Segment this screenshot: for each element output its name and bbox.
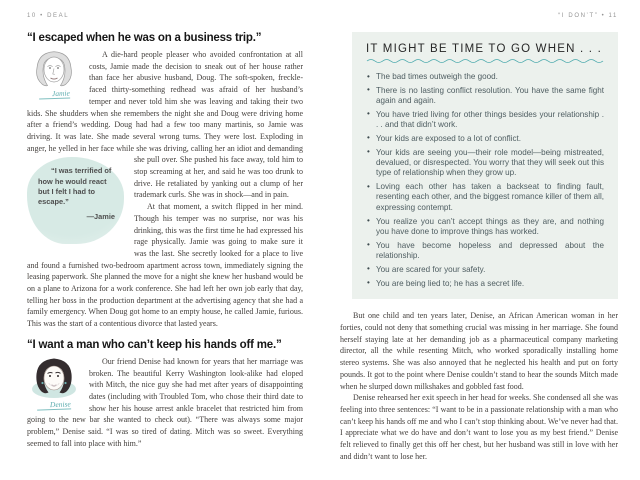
running-head-left: 10 • DEAL — [27, 13, 70, 19]
section-heading-escaped: “I escaped when he was on a business trip.” — [27, 32, 262, 44]
callout-item: • You have become hopeless and depressed about the relationship. — [366, 241, 604, 262]
paragraph-text: pushed his face away, told him to stop screaming at her, and said he was too drunk to drive. He retaliated by yanking out a clump of her trademark curls. She was in shock—and in pain. — [134, 155, 304, 200]
callout-item: • You are being lied to; he has a secret life. — [366, 279, 604, 289]
paragraph-text: A die-hard people pleaser who avoided confrontation at all costs, Jamie made the decision to sneak out of her house rather than face her abusive husband, Doug. The soft-spoken, freckle-faced thirty-something redhead was afraid of her husband’s temper and never told him she was leaving and taking their two kids. She shudders when she remembers the night she and Doug were driving home after a friend’s wedding. Doug had had a few too many martinis, so Jamie was driving. It was late. She made several wrong turns. They were lost. Exploding in anger, he yelled in her face while she was driving, calling her an idiot and demanding she pull over. She — [27, 50, 303, 165]
callout-item: • You are scared for your safety. — [366, 265, 604, 275]
pull-quote — [27, 157, 124, 244]
running-head-right: “I DON’T” • 11 — [558, 13, 618, 19]
callout-item: • Loving each other has taken a backseat to finding fault, resenting each other, and the biggest romance killer of them all, expressing contempt. — [366, 182, 604, 213]
body-paragraph — [27, 356, 303, 450]
left-page-body — [27, 49, 303, 330]
body-paragraph: But one child and ten years later, Denise, an African American woman in her forties, could not deny that something crucial was missing in her marriage. She found herself staying late at her demanding job as a pharmaceutical company marketing director, all the while resenting Mitch, who worked sporadically installing home stereo systems. She was also annoyed that he neglected his health and put on forty pounds. It got to the point where Denise couldn’t stand to hear the sounds Mitch made when he slurped down milkshakes and gobbled fast food. — [340, 311, 618, 391]
callout-box — [352, 32, 618, 299]
left-page-body-2 — [27, 356, 303, 450]
body-paragraph: Denise rehearsed her exit speech in her head for weeks. She condensed all she was feeling into three sentences: “I want to be in a passionate relationship with a man who can’t keep his hands off me and who I can’t stop thinking about. We’ve never had that. I appreciate what we do have and don’t want to lose you as my best friend.” Denise felt relieved to finally get this off her chest, but her husband was still in love with her and didn’t want to lose her. — [340, 393, 618, 461]
callout-item: • You realize you can’t accept things as they are, and nothing you have done to improve things has worked. — [366, 217, 604, 238]
woman-sketch-icon — [31, 50, 77, 88]
pull-quote-attribution: —Jamie — [86, 211, 115, 221]
callout-item: • The bad times outweigh the good. — [366, 72, 604, 82]
jamie-portrait-illustration — [27, 50, 81, 100]
portrait-signature-denise: Denise — [37, 400, 71, 410]
body-paragraph — [27, 49, 304, 221]
woman-sketch-icon — [29, 357, 79, 399]
portrait-signature-jamie: Jamie — [38, 89, 69, 99]
left-page — [27, 13, 303, 450]
wavy-underline-icon — [366, 58, 604, 64]
callout-title: IT MIGHT BE TIME TO GO WHEN . . . — [366, 43, 602, 55]
callout-item: • Your kids are seeing you—their role model—being mistreated, devalued, or disrespected. You worry that they will seek out this type of relationship when they grow up. — [366, 148, 604, 179]
denise-portrait-illustration — [27, 357, 81, 411]
right-page-body — [340, 310, 618, 462]
section-heading-hands-off: “I want a man who can’t keep his hands off me.” — [27, 338, 282, 351]
paragraph-text: Our friend Denise had known for years that her marriage was broken. The beautiful Kerry Washington look-alike had eloped with Mitch, the nice guy she had met after years of disappointing dates (including with Troubled Tom, who chose their third date to show her his house arrest ankle bracelet that restricted him from going to the new bar she wanted to check out). “There was always some major problem,” Denise said. “I was so tired of dating. Mitch was so sweet. Everything seemed to fall into place with him.” — [27, 356, 303, 448]
right-page — [340, 13, 618, 462]
body-paragraph: At that moment, a switch flipped in her mind. Though his temper was no surprise, nor was his drinking, this was the first time he had expressed his rage physically. Jamie was going to make sure it was the last. She secretly looked for a place to live and found a furnished two-bedroom apartment across town, immediately signing the leasing paperwork. She planned the move for a night she knew her husband would be on a plane to Arizona for a work conference. She had left her own job early that day, telling her boss in the production department at the advertising agency that she had a family emergency. When Doug got home to an empty house, he called Jamie, furious. This was the start of a contentious divorce that lasted years. — [27, 202, 303, 329]
pull-quote-text: “I was terrified of how he would react but I felt I had to escape.” — [38, 166, 112, 207]
callout-item: • You have tried living for other things besides your relationship . . . and that didn’t work. — [366, 110, 604, 131]
callout-list — [366, 72, 604, 289]
callout-item: • Your kids are exposed to a lot of conflict. — [366, 134, 604, 144]
callout-item: • There is no lasting conflict resolution. You have the same fight again and again. — [366, 86, 604, 107]
